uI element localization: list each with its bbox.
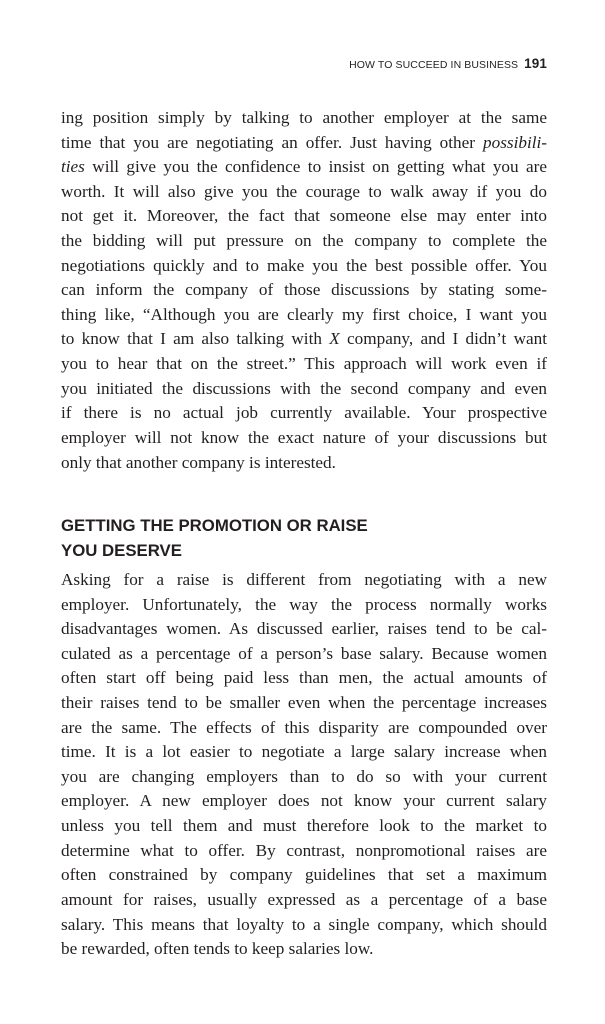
text-run: company, and I didn’t want [339, 329, 547, 349]
text-run: to know that I am also talking with [61, 329, 330, 349]
italic-word: possibili- [483, 132, 547, 152]
text-run: time that you are negotiating an offer. Just having other [61, 132, 484, 152]
body-paragraph-2 [61, 568, 547, 962]
section-heading [61, 513, 368, 563]
text-line: be rewarded, often tends to keep salaries low. [61, 939, 374, 959]
text-line: you initiated the discussions with the second company and even [61, 378, 547, 398]
text-line: negotiations quickly and to make you the best possible offer. You [61, 255, 547, 275]
text-line: not get it. Moreover, the fact that someone else may enter into [61, 206, 547, 226]
text-line [61, 131, 547, 156]
text-line: ing position simply by talking to another employer at the same [61, 108, 547, 127]
text-line: often constrained by company guidelines that set a maximum [61, 865, 547, 885]
text-line: if there is no actual job currently available. Your prospective [61, 403, 547, 423]
text-line: employer. A new employer does not know your current salary [61, 791, 547, 811]
text-line: Asking for a raise is different from negotiating with a new [61, 570, 547, 589]
italic-word: ties [61, 157, 85, 177]
text-run: will give you the confidence to insist on getting what you are [84, 157, 547, 177]
text-line: employer will not know the exact nature of your discussions but [61, 427, 547, 447]
body-paragraph-1 [61, 106, 547, 475]
text-line: only that another company is interested. [61, 452, 336, 472]
text-line [61, 155, 547, 180]
text-line: the bidding will put pressure on the company to complete the [61, 231, 547, 251]
text-line: unless you tell them and must therefore look to the market to [61, 816, 547, 836]
text-line: disadvantages women. As discussed earlier, raises tend to be cal- [61, 619, 547, 639]
text-line: you to hear that on the street.” This approach will work even if [61, 354, 547, 374]
text-line: time. It is a lot easier to negotiate a large salary increase when [61, 742, 547, 762]
running-head [349, 56, 547, 71]
page-number: 191 [524, 56, 547, 71]
text-line: salary. This means that loyalty to a single company, which should [61, 914, 547, 934]
section-heading-line-2: YOU DESERVE [61, 541, 182, 560]
text-line: their raises tend to be smaller even when the percentage increases [61, 693, 547, 713]
text-line [61, 327, 547, 352]
italic-word: X [329, 329, 340, 349]
text-line: are the same. The effects of this disparity are compounded over [61, 717, 547, 737]
text-line: employer. Unfortunately, the way the process normally works [61, 594, 547, 614]
text-line: culated as a percentage of a person’s base salary. Because women [61, 643, 547, 663]
text-line: often start off being paid less than men, the actual amounts of [61, 668, 547, 688]
text-line: determine what to offer. By contrast, nonpromotional raises are [61, 840, 547, 860]
text-line: worth. It will also give you the courage to walk away if you do [61, 181, 547, 201]
text-line: you are changing employers than to do so with your current [61, 766, 547, 786]
section-heading-line-1: GETTING THE PROMOTION OR RAISE [61, 516, 368, 535]
text-line: amount for raises, usually expressed as a percentage of a base [61, 889, 547, 909]
text-line: can inform the company of those discussions by stating some- [61, 280, 547, 300]
running-head-title: HOW TO SUCCEED IN BUSINESS [349, 59, 519, 71]
text-line: thing like, “Although you are clearly my first choice, I want you [61, 304, 547, 324]
